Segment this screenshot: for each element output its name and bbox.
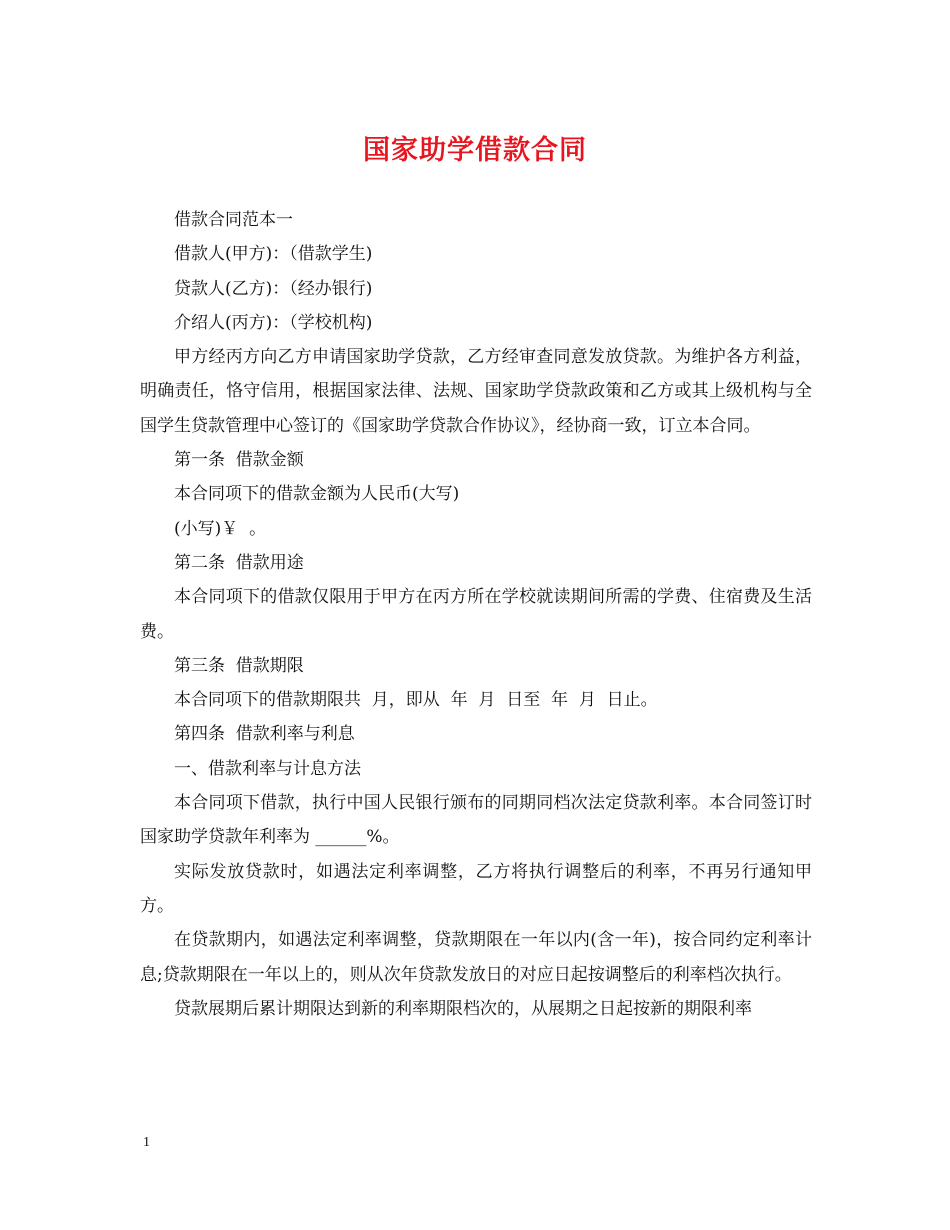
paragraph-extension-rate: 贷款展期后累计期限达到新的利率期限档次的，从展期之日起按新的期限利率 <box>174 998 752 1019</box>
paragraph-rate-adjustment: 实际发放贷款时，如遇法定利率调整，乙方将执行调整后的利率，不再另行通知甲方。 <box>140 861 812 916</box>
paragraph-introducer: 介绍人(丙方)：（学校机构) <box>174 312 373 333</box>
paragraph-template-label: 借款合同范本一 <box>174 210 293 230</box>
paragraph-loan-amount-figures: (小写)￥ 。 <box>174 518 267 539</box>
paragraph-rate-during-term: 在贷款期内，如遇法定利率调整，贷款期限在一年以内(含一年)，按合同约定利率计息;贷款期限在一年以上的，则从次年贷款发放日的对应日起按调整后的利率档次执行。 <box>140 930 812 985</box>
article-3-heading: 第三条 借款期限 <box>174 655 304 676</box>
paragraph-loan-amount-words: 本合同项下的借款金额为人民币(大写) <box>174 484 460 505</box>
section-interest-method-heading: 一、借款利率与计息方法 <box>174 758 361 779</box>
document-title: 国家助学借款合同 <box>363 135 587 166</box>
paragraph-borrower: 借款人(甲方)：（借款学生) <box>174 244 373 265</box>
paragraph-loan-term: 本合同项下的借款期限共 月，即从 年 月 日至 年 月 日止。 <box>174 690 658 711</box>
article-1-heading: 第一条 借款金额 <box>174 450 304 471</box>
paragraph-preamble: 甲方经丙方向乙方申请国家助学贷款，乙方经审查同意发放贷款。为维护各方利益，明确责任，恪守信用，根据国家法律、法规、国家助学贷款政策和乙方或其上级机构与全国学生贷款管理中心签订的《国家助学贷款合作协议》，经协商一致，订立本合同。 <box>140 347 812 436</box>
article-2-heading: 第二条 借款用途 <box>174 552 304 573</box>
article-4-heading: 第四条 借款利率与利息 <box>174 724 355 745</box>
paragraph-interest-rate: 本合同项下借款，执行中国人民银行颁布的同期同档次法定贷款利率。本合同签订时国家助学贷款年利率为 ______%。 <box>140 793 812 848</box>
paragraph-loan-purpose: 本合同项下的借款仅限用于甲方在丙方所在学校就读期间所需的学费、住宿费及生活费。 <box>140 587 812 642</box>
document-body <box>140 203 812 1026</box>
paragraph-lender: 贷款人(乙方)：（经办银行) <box>174 278 373 299</box>
page-number: 1 <box>143 1135 150 1150</box>
